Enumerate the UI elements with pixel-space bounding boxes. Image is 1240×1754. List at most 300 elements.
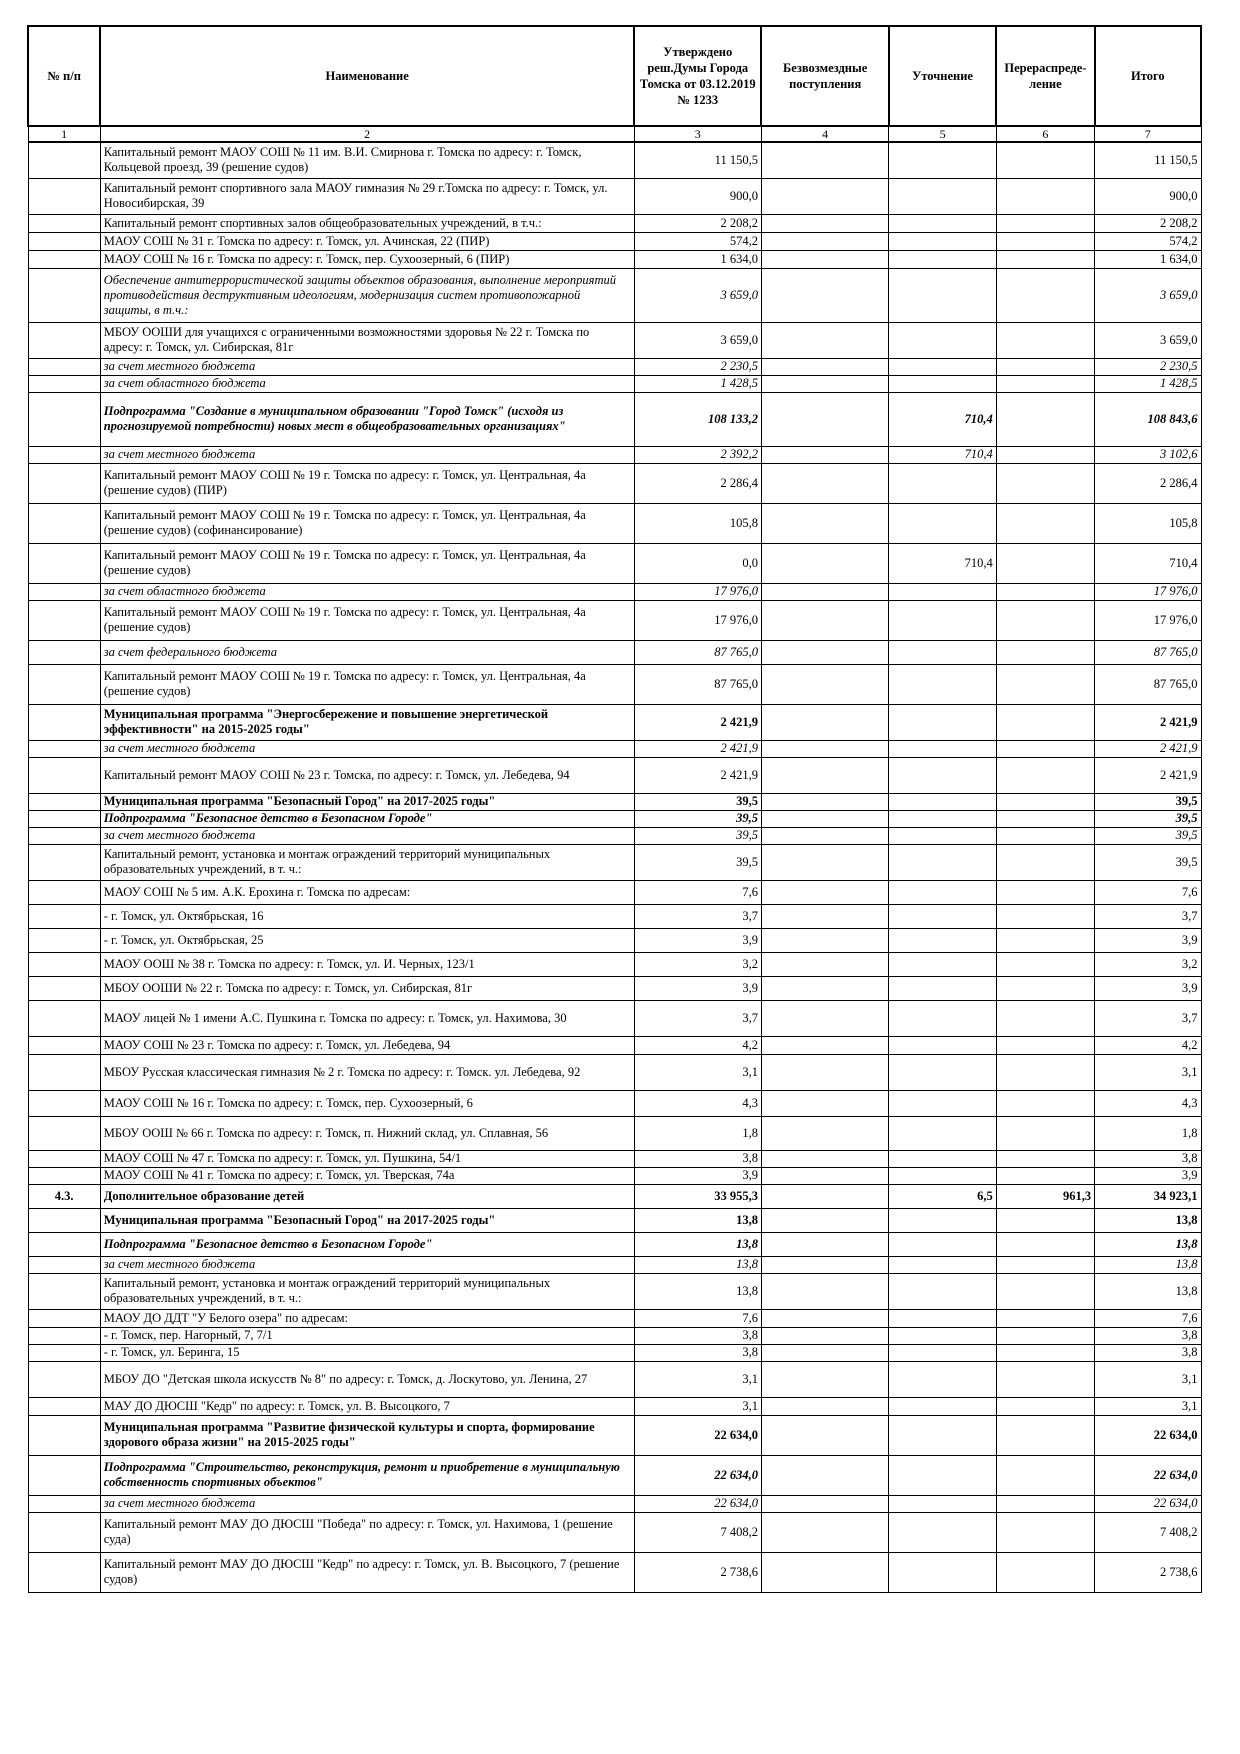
table-row bbox=[28, 704, 1201, 740]
value-redistribution bbox=[996, 322, 1094, 358]
table-row bbox=[28, 1495, 1201, 1512]
value-approved: 4,2 bbox=[634, 1036, 761, 1054]
value-approved: 3,8 bbox=[634, 1150, 761, 1167]
value-clarification bbox=[889, 810, 996, 827]
row-number bbox=[28, 1361, 100, 1397]
value-grants bbox=[761, 810, 888, 827]
value-total: 11 150,5 bbox=[1095, 142, 1201, 178]
value-clarification bbox=[889, 827, 996, 844]
row-name: Капитальный ремонт МАОУ СОШ № 19 г. Томска по адресу: г. Томск, ул. Центральная, 4а (решение судов) bbox=[100, 664, 634, 704]
value-total: 108 843,6 bbox=[1095, 392, 1201, 446]
value-redistribution bbox=[996, 1309, 1094, 1327]
value-grants bbox=[761, 904, 888, 928]
row-number bbox=[28, 1090, 100, 1116]
value-approved: 3,9 bbox=[634, 928, 761, 952]
value-redistribution bbox=[996, 810, 1094, 827]
row-name: Муниципальная программа "Развитие физической культуры и спорта, формирование здорового образа жизни" на 2015-2025 годы" bbox=[100, 1415, 634, 1455]
value-approved: 3,8 bbox=[634, 1344, 761, 1361]
table-row bbox=[28, 1273, 1201, 1309]
row-name: МАОУ ДО ДДТ "У Белого озера" по адресам: bbox=[100, 1309, 634, 1327]
row-number bbox=[28, 704, 100, 740]
column-number: 3 bbox=[634, 126, 761, 142]
value-clarification bbox=[889, 740, 996, 757]
table-row bbox=[28, 664, 1201, 704]
value-grants bbox=[761, 880, 888, 904]
row-number bbox=[28, 1552, 100, 1592]
row-number bbox=[28, 1309, 100, 1327]
row-name: МАОУ СОШ № 23 г. Томска по адресу: г. Томск, ул. Лебедева, 94 bbox=[100, 1036, 634, 1054]
row-name: Капитальный ремонт спортивных залов общеобразовательных учреждений, в т.ч.: bbox=[100, 214, 634, 232]
value-total: 2 421,9 bbox=[1095, 704, 1201, 740]
value-total: 17 976,0 bbox=[1095, 600, 1201, 640]
value-approved: 3 659,0 bbox=[634, 268, 761, 322]
row-number bbox=[28, 392, 100, 446]
value-approved: 7,6 bbox=[634, 880, 761, 904]
value-grants bbox=[761, 1208, 888, 1232]
row-name: МАОУ СОШ № 41 г. Томска по адресу: г. Томск, ул. Тверская, 74а bbox=[100, 1167, 634, 1184]
row-number bbox=[28, 232, 100, 250]
value-clarification bbox=[889, 976, 996, 1000]
column-number: 6 bbox=[996, 126, 1094, 142]
value-grants bbox=[761, 463, 888, 503]
value-total: 3,2 bbox=[1095, 952, 1201, 976]
value-clarification bbox=[889, 178, 996, 214]
value-redistribution bbox=[996, 1495, 1094, 1512]
table-row bbox=[28, 827, 1201, 844]
value-grants bbox=[761, 1036, 888, 1054]
value-total: 3,7 bbox=[1095, 904, 1201, 928]
value-redistribution bbox=[996, 704, 1094, 740]
row-name: Дополнительное образование детей bbox=[100, 1184, 634, 1208]
row-name: Капитальный ремонт МАОУ СОШ № 19 г. Томска по адресу: г. Томск, ул. Центральная, 4а (решение судов) (софинансирование) bbox=[100, 503, 634, 543]
value-grants bbox=[761, 1415, 888, 1455]
value-approved: 2 738,6 bbox=[634, 1552, 761, 1592]
value-grants bbox=[761, 178, 888, 214]
row-name: Капитальный ремонт МАУ ДО ДЮСШ "Победа" по адресу: г. Томск, ул. Нахимова, 1 (решение суда) bbox=[100, 1512, 634, 1552]
value-clarification bbox=[889, 214, 996, 232]
row-name: за счет местного бюджета bbox=[100, 740, 634, 757]
value-total: 2 208,2 bbox=[1095, 214, 1201, 232]
row-number bbox=[28, 810, 100, 827]
table-row bbox=[28, 1167, 1201, 1184]
table-row bbox=[28, 640, 1201, 664]
value-clarification bbox=[889, 1273, 996, 1309]
table-row bbox=[28, 740, 1201, 757]
value-redistribution bbox=[996, 214, 1094, 232]
value-approved: 22 634,0 bbox=[634, 1495, 761, 1512]
value-total: 1,8 bbox=[1095, 1116, 1201, 1150]
row-name: - г. Томск, ул. Октябрьская, 16 bbox=[100, 904, 634, 928]
value-clarification bbox=[889, 1036, 996, 1054]
table-row bbox=[28, 1309, 1201, 1327]
row-number bbox=[28, 1208, 100, 1232]
value-total: 39,5 bbox=[1095, 810, 1201, 827]
value-grants bbox=[761, 1512, 888, 1552]
header-total: Итого bbox=[1095, 26, 1201, 126]
value-total: 13,8 bbox=[1095, 1273, 1201, 1309]
value-approved: 4,3 bbox=[634, 1090, 761, 1116]
value-approved: 3,7 bbox=[634, 1000, 761, 1036]
value-total: 22 634,0 bbox=[1095, 1415, 1201, 1455]
row-number bbox=[28, 1273, 100, 1309]
table-row bbox=[28, 1327, 1201, 1344]
value-grants bbox=[761, 1552, 888, 1592]
value-clarification bbox=[889, 1309, 996, 1327]
value-grants bbox=[761, 757, 888, 793]
value-redistribution bbox=[996, 1116, 1094, 1150]
value-grants bbox=[761, 503, 888, 543]
value-clarification bbox=[889, 757, 996, 793]
table-row bbox=[28, 375, 1201, 392]
value-redistribution: 961,3 bbox=[996, 1184, 1094, 1208]
row-name: МАОУ СОШ № 16 г. Томска по адресу: г. Томск, пер. Сухоозерный, 6 bbox=[100, 1090, 634, 1116]
value-redistribution bbox=[996, 1415, 1094, 1455]
row-name: Муниципальная программа "Энергосбережение и повышение энергетической эффективности" на 2015-2025 годы" bbox=[100, 704, 634, 740]
value-redistribution bbox=[996, 178, 1094, 214]
value-clarification: 710,4 bbox=[889, 543, 996, 583]
value-redistribution bbox=[996, 1455, 1094, 1495]
value-approved: 39,5 bbox=[634, 793, 761, 810]
row-name: за счет областного бюджета bbox=[100, 583, 634, 600]
row-name: Капитальный ремонт МАОУ СОШ № 11 им. В.И. Смирнова г. Томска по адресу: г. Томск, Кольцевой проезд, 39 (решение судов) bbox=[100, 142, 634, 178]
value-clarification bbox=[889, 1116, 996, 1150]
value-approved: 22 634,0 bbox=[634, 1455, 761, 1495]
value-grants bbox=[761, 1054, 888, 1090]
value-total: 3,8 bbox=[1095, 1150, 1201, 1167]
value-clarification bbox=[889, 503, 996, 543]
budget-table bbox=[27, 25, 1202, 1593]
value-total: 7 408,2 bbox=[1095, 1512, 1201, 1552]
value-redistribution bbox=[996, 232, 1094, 250]
row-name: за счет федерального бюджета bbox=[100, 640, 634, 664]
value-grants bbox=[761, 1273, 888, 1309]
value-clarification: 710,4 bbox=[889, 446, 996, 463]
value-total: 39,5 bbox=[1095, 793, 1201, 810]
value-grants bbox=[761, 543, 888, 583]
table-row bbox=[28, 1000, 1201, 1036]
value-total: 3 659,0 bbox=[1095, 322, 1201, 358]
value-clarification bbox=[889, 463, 996, 503]
value-clarification bbox=[889, 1327, 996, 1344]
value-total: 3,7 bbox=[1095, 1000, 1201, 1036]
row-number bbox=[28, 250, 100, 268]
value-clarification bbox=[889, 1150, 996, 1167]
table-row bbox=[28, 583, 1201, 600]
value-approved: 17 976,0 bbox=[634, 583, 761, 600]
value-total: 17 976,0 bbox=[1095, 583, 1201, 600]
value-grants bbox=[761, 1309, 888, 1327]
table-row bbox=[28, 1036, 1201, 1054]
value-redistribution bbox=[996, 1150, 1094, 1167]
row-number bbox=[28, 1036, 100, 1054]
value-approved: 3,8 bbox=[634, 1327, 761, 1344]
value-approved: 13,8 bbox=[634, 1256, 761, 1273]
value-clarification bbox=[889, 1167, 996, 1184]
value-grants bbox=[761, 664, 888, 704]
value-approved: 3,7 bbox=[634, 904, 761, 928]
table-header-row bbox=[28, 26, 1201, 126]
column-number: 1 bbox=[28, 126, 100, 142]
value-approved: 1 428,5 bbox=[634, 375, 761, 392]
value-total: 105,8 bbox=[1095, 503, 1201, 543]
value-approved: 11 150,5 bbox=[634, 142, 761, 178]
row-name: МАОУ СОШ № 5 им. А.К. Ерохина г. Томска по адресам: bbox=[100, 880, 634, 904]
value-total: 7,6 bbox=[1095, 1309, 1201, 1327]
value-approved: 39,5 bbox=[634, 844, 761, 880]
value-approved: 105,8 bbox=[634, 503, 761, 543]
value-clarification bbox=[889, 1000, 996, 1036]
value-total: 87 765,0 bbox=[1095, 640, 1201, 664]
value-clarification bbox=[889, 375, 996, 392]
row-number bbox=[28, 503, 100, 543]
row-number bbox=[28, 640, 100, 664]
row-number bbox=[28, 268, 100, 322]
header-grants: Безвозмездные поступления bbox=[761, 26, 888, 126]
value-total: 574,2 bbox=[1095, 232, 1201, 250]
value-grants bbox=[761, 1495, 888, 1512]
value-clarification bbox=[889, 583, 996, 600]
value-grants bbox=[761, 214, 888, 232]
value-total: 3,9 bbox=[1095, 1167, 1201, 1184]
value-total: 2 286,4 bbox=[1095, 463, 1201, 503]
value-clarification bbox=[889, 1415, 996, 1455]
value-total: 34 923,1 bbox=[1095, 1184, 1201, 1208]
table-row bbox=[28, 392, 1201, 446]
value-approved: 3,9 bbox=[634, 976, 761, 1000]
table-body bbox=[28, 142, 1201, 1592]
row-number bbox=[28, 664, 100, 704]
value-grants bbox=[761, 1397, 888, 1415]
value-grants bbox=[761, 392, 888, 446]
row-name: - г. Томск, ул. Октябрьская, 25 bbox=[100, 928, 634, 952]
table-row bbox=[28, 1256, 1201, 1273]
value-approved: 2 230,5 bbox=[634, 358, 761, 375]
table-row bbox=[28, 358, 1201, 375]
row-number bbox=[28, 1512, 100, 1552]
table-row bbox=[28, 1455, 1201, 1495]
value-clarification bbox=[889, 1344, 996, 1361]
value-redistribution bbox=[996, 503, 1094, 543]
table-row bbox=[28, 142, 1201, 178]
value-total: 22 634,0 bbox=[1095, 1455, 1201, 1495]
row-name: МБОУ ДО "Детская школа искусств № 8" по адресу: г. Томск, д. Лоскутово, ул. Ленина, 27 bbox=[100, 1361, 634, 1397]
value-clarification bbox=[889, 1232, 996, 1256]
table-row bbox=[28, 503, 1201, 543]
value-clarification bbox=[889, 1397, 996, 1415]
table-row bbox=[28, 928, 1201, 952]
value-clarification bbox=[889, 844, 996, 880]
value-total: 22 634,0 bbox=[1095, 1495, 1201, 1512]
value-clarification bbox=[889, 322, 996, 358]
value-approved: 2 392,2 bbox=[634, 446, 761, 463]
row-number bbox=[28, 976, 100, 1000]
row-name: Капитальный ремонт МАОУ СОШ № 23 г. Томска, по адресу: г. Томск, ул. Лебедева, 94 bbox=[100, 757, 634, 793]
value-total: 4,2 bbox=[1095, 1036, 1201, 1054]
value-grants bbox=[761, 976, 888, 1000]
value-approved: 2 421,9 bbox=[634, 740, 761, 757]
table-row bbox=[28, 1344, 1201, 1361]
table-row bbox=[28, 232, 1201, 250]
table-row bbox=[28, 463, 1201, 503]
value-grants bbox=[761, 640, 888, 664]
value-approved: 3,2 bbox=[634, 952, 761, 976]
row-number bbox=[28, 1415, 100, 1455]
table-row bbox=[28, 268, 1201, 322]
value-clarification bbox=[889, 1054, 996, 1090]
row-number bbox=[28, 583, 100, 600]
table-row bbox=[28, 1232, 1201, 1256]
table-row bbox=[28, 1208, 1201, 1232]
value-clarification bbox=[889, 928, 996, 952]
value-clarification bbox=[889, 880, 996, 904]
value-grants bbox=[761, 827, 888, 844]
table-row bbox=[28, 1361, 1201, 1397]
value-approved: 3 659,0 bbox=[634, 322, 761, 358]
value-clarification bbox=[889, 1090, 996, 1116]
value-clarification bbox=[889, 1361, 996, 1397]
value-redistribution bbox=[996, 1208, 1094, 1232]
value-total: 39,5 bbox=[1095, 844, 1201, 880]
value-redistribution bbox=[996, 375, 1094, 392]
value-grants bbox=[761, 1116, 888, 1150]
row-number bbox=[28, 880, 100, 904]
row-name: МАУ ДО ДЮСШ "Кедр" по адресу: г. Томск, ул. В. Высоцкого, 7 bbox=[100, 1397, 634, 1415]
row-number bbox=[28, 740, 100, 757]
value-approved: 87 765,0 bbox=[634, 664, 761, 704]
row-number bbox=[28, 952, 100, 976]
value-redistribution bbox=[996, 268, 1094, 322]
row-number bbox=[28, 928, 100, 952]
row-number bbox=[28, 1000, 100, 1036]
value-redistribution bbox=[996, 446, 1094, 463]
value-redistribution bbox=[996, 757, 1094, 793]
value-clarification bbox=[889, 1552, 996, 1592]
table-row bbox=[28, 1116, 1201, 1150]
table-row bbox=[28, 250, 1201, 268]
row-number bbox=[28, 844, 100, 880]
value-grants bbox=[761, 1000, 888, 1036]
header-number: № п/п bbox=[28, 26, 100, 126]
row-name: за счет областного бюджета bbox=[100, 375, 634, 392]
value-grants bbox=[761, 1232, 888, 1256]
row-number bbox=[28, 446, 100, 463]
value-clarification bbox=[889, 1512, 996, 1552]
value-redistribution bbox=[996, 1344, 1094, 1361]
value-total: 7,6 bbox=[1095, 880, 1201, 904]
value-grants bbox=[761, 740, 888, 757]
value-approved: 39,5 bbox=[634, 810, 761, 827]
value-redistribution bbox=[996, 1552, 1094, 1592]
value-total: 3 102,6 bbox=[1095, 446, 1201, 463]
header-name: Наименование bbox=[100, 26, 634, 126]
value-total: 4,3 bbox=[1095, 1090, 1201, 1116]
value-approved: 1 634,0 bbox=[634, 250, 761, 268]
value-clarification: 6,5 bbox=[889, 1184, 996, 1208]
table-row bbox=[28, 880, 1201, 904]
value-total: 1 634,0 bbox=[1095, 250, 1201, 268]
value-redistribution bbox=[996, 880, 1094, 904]
table-row bbox=[28, 793, 1201, 810]
value-approved: 2 421,9 bbox=[634, 704, 761, 740]
value-redistribution bbox=[996, 664, 1094, 704]
value-redistribution bbox=[996, 1327, 1094, 1344]
value-grants bbox=[761, 1184, 888, 1208]
table-row bbox=[28, 1150, 1201, 1167]
row-number bbox=[28, 1397, 100, 1415]
value-redistribution bbox=[996, 976, 1094, 1000]
value-grants bbox=[761, 928, 888, 952]
value-redistribution bbox=[996, 358, 1094, 375]
row-name: за счет местного бюджета bbox=[100, 358, 634, 375]
value-approved: 108 133,2 bbox=[634, 392, 761, 446]
value-redistribution bbox=[996, 463, 1094, 503]
table-row bbox=[28, 1415, 1201, 1455]
value-clarification bbox=[889, 793, 996, 810]
row-number bbox=[28, 142, 100, 178]
value-clarification bbox=[889, 232, 996, 250]
row-name: Капитальный ремонт МАОУ СОШ № 19 г. Томска по адресу: г. Томск, ул. Центральная, 4а (решение судов) bbox=[100, 543, 634, 583]
value-redistribution bbox=[996, 844, 1094, 880]
value-clarification bbox=[889, 952, 996, 976]
row-name: МАОУ СОШ № 16 г. Томска по адресу: г. Томск, пер. Сухоозерный, 6 (ПИР) bbox=[100, 250, 634, 268]
value-grants bbox=[761, 322, 888, 358]
row-name: Капитальный ремонт МАУ ДО ДЮСШ "Кедр" по адресу: г. Томск, ул. В. Высоцкого, 7 (решение судов) bbox=[100, 1552, 634, 1592]
row-number bbox=[28, 178, 100, 214]
value-approved: 1,8 bbox=[634, 1116, 761, 1150]
value-clarification bbox=[889, 358, 996, 375]
table-row bbox=[28, 1184, 1201, 1208]
value-clarification bbox=[889, 600, 996, 640]
value-redistribution bbox=[996, 1397, 1094, 1415]
value-grants bbox=[761, 1256, 888, 1273]
value-total: 3,8 bbox=[1095, 1327, 1201, 1344]
header-approved: Утверждено реш.Думы Города Томска от 03.12.2019 № 1233 bbox=[634, 26, 761, 126]
value-clarification bbox=[889, 1455, 996, 1495]
value-redistribution bbox=[996, 827, 1094, 844]
value-clarification bbox=[889, 704, 996, 740]
header-redistribution: Перераспреде-ление bbox=[996, 26, 1094, 126]
value-redistribution bbox=[996, 1512, 1094, 1552]
value-clarification bbox=[889, 1256, 996, 1273]
value-approved: 2 208,2 bbox=[634, 214, 761, 232]
row-number bbox=[28, 358, 100, 375]
value-approved: 39,5 bbox=[634, 827, 761, 844]
value-grants bbox=[761, 1090, 888, 1116]
table-row bbox=[28, 600, 1201, 640]
value-approved: 574,2 bbox=[634, 232, 761, 250]
row-name: МБОУ ООШИ № 22 г. Томска по адресу: г. Томск, ул. Сибирская, 81г bbox=[100, 976, 634, 1000]
row-number bbox=[28, 1455, 100, 1495]
column-number: 7 bbox=[1095, 126, 1201, 142]
row-name: МАОУ СОШ № 47 г. Томска по адресу: г. Томск, ул. Пушкина, 54/1 bbox=[100, 1150, 634, 1167]
row-number bbox=[28, 600, 100, 640]
value-approved: 7 408,2 bbox=[634, 1512, 761, 1552]
value-grants bbox=[761, 1455, 888, 1495]
table-row bbox=[28, 1552, 1201, 1592]
row-number bbox=[28, 214, 100, 232]
value-approved: 17 976,0 bbox=[634, 600, 761, 640]
value-approved: 13,8 bbox=[634, 1273, 761, 1309]
value-grants bbox=[761, 1167, 888, 1184]
row-number bbox=[28, 1116, 100, 1150]
value-clarification bbox=[889, 268, 996, 322]
row-number bbox=[28, 375, 100, 392]
table-row bbox=[28, 952, 1201, 976]
row-name: МБОУ ООШИ для учащихся с ограниченными возможностями здоровья № 22 г. Томска по адресу: г. Томск, ул. Сибирская, 81г bbox=[100, 322, 634, 358]
value-approved: 33 955,3 bbox=[634, 1184, 761, 1208]
value-grants bbox=[761, 793, 888, 810]
value-redistribution bbox=[996, 1090, 1094, 1116]
